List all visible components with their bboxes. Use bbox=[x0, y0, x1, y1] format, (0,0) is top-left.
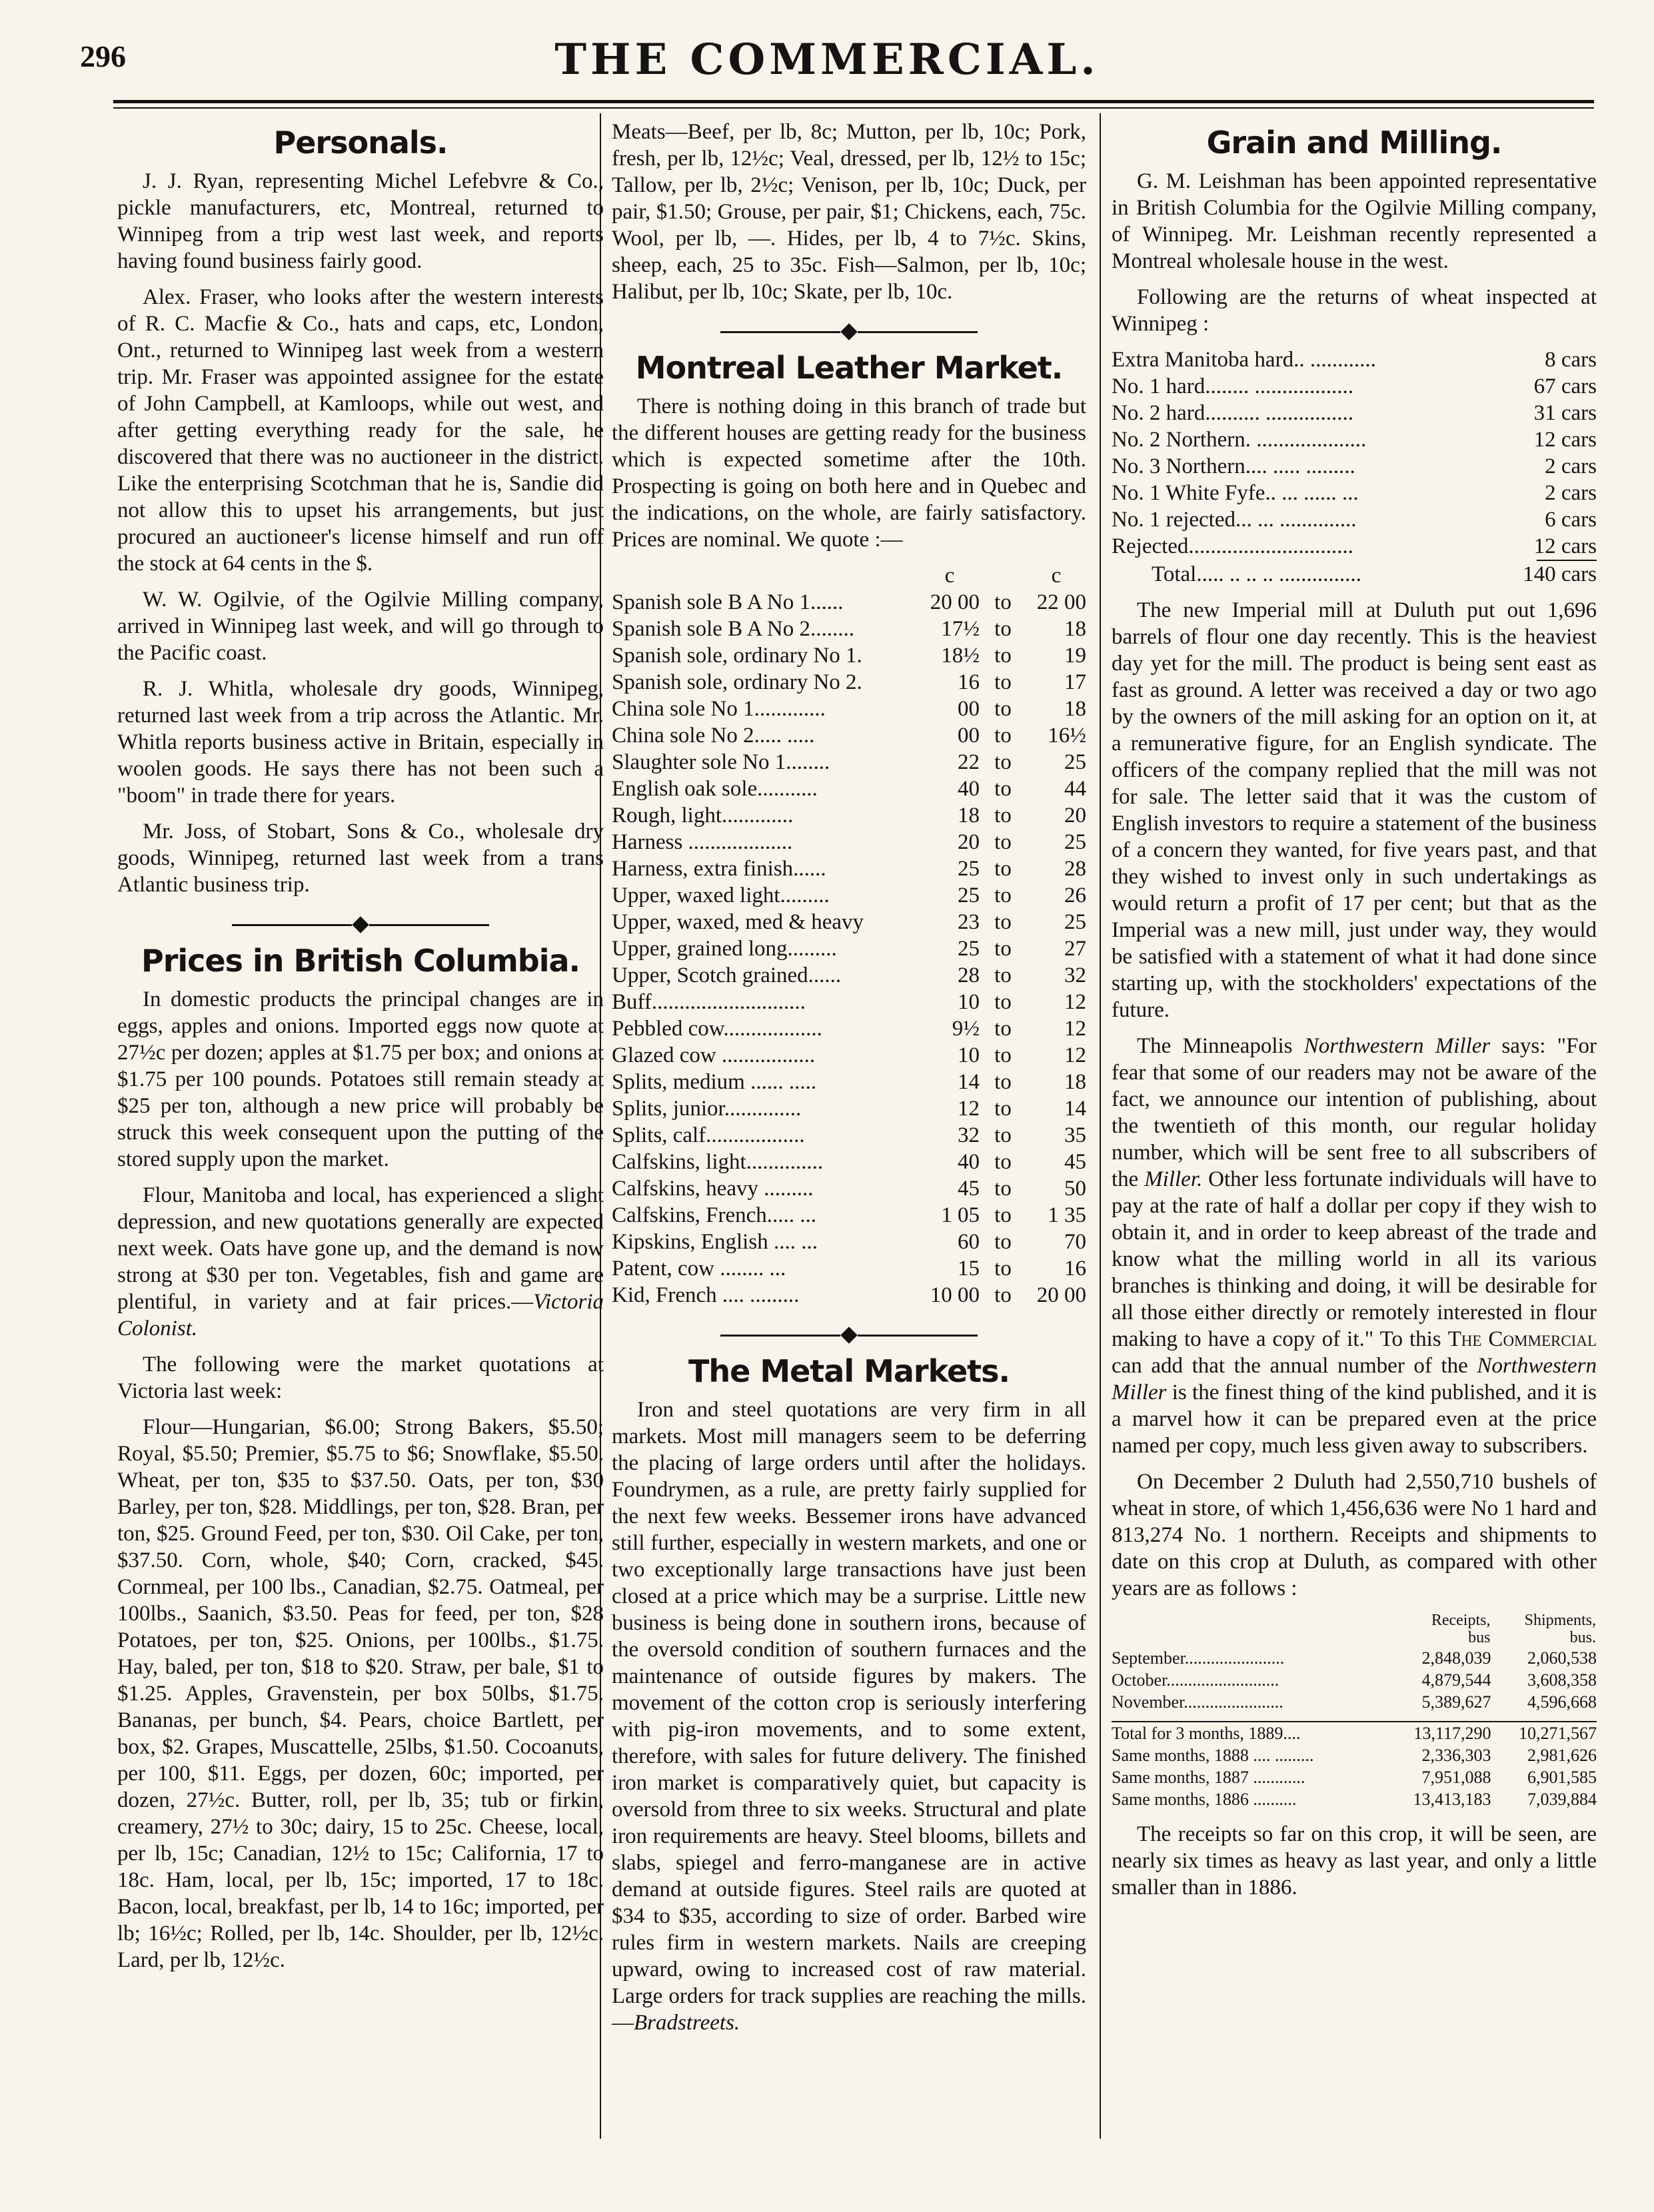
price-high: 16 bbox=[1064, 1257, 1086, 1281]
personals-paragraph: J. J. Ryan, representing Michel Lefebvre & Co., pickle manufacturers, etc, Montreal, returned to Winnipeg from a trip west last week, and reports having found business fairly good. bbox=[117, 169, 604, 273]
leather-item: Harness ................... bbox=[612, 830, 793, 854]
meats-paragraph: Meats—Beef, per lb, 8c; Mutton, per lb, 10c; Pork, fresh, per lb, 12½c; Veal, dressed, per lb, 12½ to 15c; Tallow, per lb, 2½c; Venison, per lb, 10c; Duck, per pair, $1.50; Grouse, per pair, $1; Chickens, each, 75c. Wool, per lb, —. Hides, per lb, 4 to 7½c. Skins, sheep, each, 25 to 35c. Fish—Salmon, per lb, 10c; Halibut, per lb, 10c; Skate, per lb, 10c. bbox=[612, 120, 1086, 304]
price-high: 50 bbox=[1064, 1177, 1086, 1201]
table-row bbox=[612, 962, 1086, 989]
leather-item: Kid, French .... ......... bbox=[612, 1283, 800, 1307]
shipments-value: 3,608,358 bbox=[1527, 1670, 1597, 1690]
price-high: 12 bbox=[1064, 1017, 1086, 1041]
table-row bbox=[612, 855, 1086, 882]
receipts-value: 13,413,183 bbox=[1413, 1790, 1491, 1809]
table-row bbox=[612, 1229, 1086, 1255]
table-row bbox=[1112, 1744, 1597, 1766]
leather-item: Calfskins, heavy ......... bbox=[612, 1177, 814, 1201]
bc-paragraph: The following were the market quotations at Victoria last week: bbox=[117, 1353, 604, 1403]
cars-value: 8 cars bbox=[1545, 348, 1597, 372]
leather-item: Spanish sole, ordinary No 1. bbox=[612, 644, 862, 668]
price-high: 12 bbox=[1064, 1043, 1086, 1067]
table-row bbox=[1112, 480, 1597, 506]
table-row bbox=[1112, 1647, 1597, 1669]
grade-label: Rejected.............................. bbox=[1112, 534, 1353, 558]
grain-heading: Grain and Milling. bbox=[1206, 125, 1502, 161]
metal-paragraph: Iron and steel quotations are very firm in all markets. Most mill managers seem to be deferring the placing of large orders until after the holidays. Foundrymen, as a rule, are pretty fairly supplied for the next few weeks. Bessemer irons have advanced still further, especially in western markets, and one or two exceptionally large transactions have just been closed at a price which may be a surprise. Little new business is being done in southern irons, because of the oversold condition of southern furnaces and the maintenance of outside figures by makers. The movement of the cotton crop is seriously interfering with pig-iron movements, and to some extent, therefore, with sales for future delivery. The finished iron market is comparatively quiet, but capacity is oversold from three to six weeks. Structural and plate iron requirements are heavy. Steel blooms, billets and slabs, spiegel and ferro-manganese are in active demand at outside figures. Steel rails are quoted at $34 to $35, according to size of order. Barbed wire rules firm in western markets. Nails are creeping upward, owing to increased cost of raw material. Large orders for track supplies are reaching the mills.—Bradstreets. bbox=[612, 1398, 1086, 2035]
table-row bbox=[612, 935, 1086, 962]
table-header-row bbox=[1112, 1611, 1597, 1647]
price-low: 10 00 bbox=[930, 1283, 980, 1307]
personals-paragraph: Mr. Joss, of Stobart, Sons & Co., wholesale dry goods, Winnipeg, returned last week from a trans Atlantic business trip. bbox=[117, 820, 604, 897]
price-low: 40 bbox=[958, 777, 980, 801]
grain-paragraph: On December 2 Duluth had 2,550,710 bushels of wheat in store, of which 1,456,636 were No 1 hard and 813,274 No. 1 northern. Receipts and shipments to date on this crop at Duluth, as compared with other years are as follows : bbox=[1112, 1470, 1597, 1600]
leather-item: Spanish sole B A No 2........ bbox=[612, 617, 854, 641]
column-2 bbox=[612, 119, 1086, 2045]
price-high: 14 bbox=[1064, 1097, 1086, 1121]
to-label: to bbox=[994, 990, 1012, 1014]
to-label: to bbox=[994, 937, 1012, 961]
section-separator bbox=[117, 910, 604, 937]
price-high: 20 bbox=[1064, 804, 1086, 828]
price-low: 40 bbox=[958, 1150, 980, 1174]
price-high: 45 bbox=[1064, 1150, 1086, 1174]
column-1 bbox=[117, 119, 604, 1983]
to-label: to bbox=[994, 1017, 1012, 1041]
to-label: to bbox=[994, 830, 1012, 854]
leather-item: Spanish sole, ordinary No 2. bbox=[612, 670, 862, 694]
price-low: 60 bbox=[958, 1230, 980, 1254]
leather-item: Upper, waxed, med & heavy bbox=[612, 910, 864, 934]
leather-item: Splits, medium ...... ..... bbox=[612, 1070, 817, 1094]
source-credit: Victoria Colonist. bbox=[117, 1290, 604, 1341]
bc-paragraph: Flour, Manitoba and local, has experienced a slight depression, and new quotations generally are expected next week. Oats have gone up, and the demand is now strong at $30 per ton. Vegetables, fish and game are plentiful, in variety and at fair prices.—Victoria Colonist. bbox=[117, 1183, 604, 1341]
price-high: 18 bbox=[1064, 697, 1086, 721]
cars-value: 6 cars bbox=[1545, 508, 1597, 532]
grain-paragraph: Following are the returns of wheat inspected at Winnipeg : bbox=[1112, 285, 1597, 336]
price-low: 18½ bbox=[941, 644, 980, 668]
period-label: October.......................... bbox=[1112, 1670, 1279, 1690]
table-row bbox=[1112, 1691, 1597, 1713]
price-low: 10 bbox=[958, 990, 980, 1014]
price-high: 44 bbox=[1064, 777, 1086, 801]
table-row bbox=[612, 1122, 1086, 1149]
period-label: November....................... bbox=[1112, 1692, 1283, 1712]
leather-item: English oak sole........... bbox=[612, 777, 818, 801]
grain-paragraph: The new Imperial mill at Duluth put out 1,696 barrels of flour one day recently. This is the heaviest day yet for the mill. The product is being sent east as fast as ground. A letter was received a day or two ago by the owners of the mill asking for an option on it, at a remunerative figure, for an English syndicate. The officers of the company replied that the mill was not for sale. The letter said that it was the custom of English investors to require a statement of the business of a concern they wanted, for five years past, and that they wished to invest only in such undertakings as would return a profit of 17 per cent; but that as the Imperial was a new mill, just under way, they would be satisfied with a statement of what it had done since starting up, with the stockholders' expectations of the future. bbox=[1112, 598, 1597, 1022]
leather-item: China sole No 1............. bbox=[612, 697, 826, 721]
section-separator bbox=[612, 1321, 1086, 1347]
bc-quotations: Flour—Hungarian, $6.00; Strong Bakers, $5.50; Royal, $5.50; Premier, $5.75 to $6; Snowflake, $5.50. Wheat, per ton, $35 to $37.50. Oats, per ton, $30 Barley, per ton, $28. Middlings, per ton, $28. Bran, per ton, $25. Ground Feed, per ton, $30. Oil Cake, per ton, $37.50. Corn, whole, $40; Corn, cracked, $45. Cornmeal, per 100 lbs., Canadian, $2.75. Oatmeal, per 100lbs., Saanich, $3.50. Peas for feed, per ton, $28 Potatoes, per ton, $25. Onions, per 100lbs., $1.75. Hay, baled, per ton, $18 to $20. Straw, per bale, $1 to $1.25. Apples, Gravenstein, per box 50lbs, $1.75. Bananas, per bunch, $4. Pears, choice Bartlett, per box, $2. Grapes, Muscattelle, 25lbs, $1.50. Cocoanuts, per 100, $11. Eggs, per dozen, 60c; imported, per dozen, 27½c. Butter, roll, per lb, 35; tub or firkin, creamery, 27½ to 30c; dairy, 15 to 25c. Cheese, local, per lb, 15c; Canadian, 12½ to 15c; California, 17 to 18c. Ham, local, per lb, 15c; imported, 17 to 18c. Bacon, local, breakfast, per lb, 14 to 16c; imported, per lb; 16½c; Rolled, per lb, 14c. Shoulder, per lb, 12½c. Lard, per lb, 12½c. bbox=[117, 1415, 604, 1972]
price-high: 12 bbox=[1064, 990, 1086, 1014]
period-label: September....................... bbox=[1112, 1648, 1285, 1668]
table-row bbox=[612, 1149, 1086, 1175]
table-row: Total..... .. .. .. ............... 140 cars bbox=[1152, 562, 1597, 586]
shipments-value: 6,901,585 bbox=[1527, 1768, 1597, 1787]
price-high: 35 bbox=[1064, 1123, 1086, 1147]
price-high: 1 35 bbox=[1048, 1203, 1086, 1227]
inspection-table bbox=[1112, 346, 1597, 560]
to-label: to bbox=[994, 1097, 1012, 1121]
leather-item: Splits, calf.................. bbox=[612, 1123, 805, 1147]
price-low: 10 bbox=[958, 1043, 980, 1067]
column-3 bbox=[1112, 119, 1597, 1910]
grade-label: No. 1 rejected... ... .............. bbox=[1112, 508, 1357, 532]
grain-paragraph: The Minneapolis Northwestern Miller says: "For fear that some of our readers may not be aware of the fact, we announce our intention of publishing, about the twentieth of this month, our regular holiday number, which will be sent free to all subscribers of the Miller. Other less fortunate individuals will have to pay at the rate of half a dollar per copy if they wish to obtain it, and in order to keep abreast of the trade and know what the milling world in all its various branches is thinking and doing, it will be desirable for all those either directly or remotely interested in flour making to have a copy of it." To this The Commercial can add that the annual number of the Northwestern Miller is the finest thing of the kind published, and it is a marvel how it can be prepared even at the price named per copy, much less given away to subscribers. bbox=[1112, 1034, 1597, 1458]
leather-item: China sole No 2..... ..... bbox=[612, 724, 815, 748]
period-label: Same months, 1888 .... ......... bbox=[1112, 1746, 1314, 1765]
to-label: to bbox=[994, 910, 1012, 934]
unit-label: c bbox=[944, 564, 955, 588]
table-row bbox=[612, 1175, 1086, 1202]
to-label: to bbox=[994, 724, 1012, 748]
price-low: 25 bbox=[958, 857, 980, 881]
cars-value: 2 cars bbox=[1545, 481, 1597, 505]
table-row bbox=[612, 696, 1086, 722]
price-low: 15 bbox=[958, 1257, 980, 1281]
price-low: 9½ bbox=[952, 1017, 980, 1041]
grade-label: No. 2 hard.......... ................ bbox=[1112, 401, 1353, 425]
to-label: to bbox=[994, 750, 1012, 774]
table-row bbox=[612, 1255, 1086, 1282]
period-label: Same months, 1886 .......... bbox=[1112, 1790, 1297, 1809]
table-row bbox=[612, 989, 1086, 1015]
grain-paragraph: The receipts so far on this crop, it will be seen, are nearly six times as heavy as last year, and only a little smaller than in 1886. bbox=[1112, 1822, 1597, 1900]
leather-item: Buff............................ bbox=[612, 990, 806, 1014]
table-row bbox=[612, 802, 1086, 829]
leather-item: Upper, waxed light......... bbox=[612, 883, 830, 907]
price-high: 20 00 bbox=[1036, 1283, 1086, 1307]
table-row bbox=[1112, 533, 1597, 560]
leather-item: Slaughter sole No 1........ bbox=[612, 750, 830, 774]
price-high: 16½ bbox=[1048, 724, 1086, 748]
price-high: 25 bbox=[1064, 830, 1086, 854]
price-high: 26 bbox=[1064, 883, 1086, 907]
personals-paragraph: W. W. Ogilvie, of the Ogilvie Milling company, arrived in Winnipeg last week, and will go through to the Pacific coast. bbox=[117, 588, 604, 665]
price-low: 25 bbox=[958, 883, 980, 907]
to-label: to bbox=[994, 963, 1012, 987]
cars-value: 2 cars bbox=[1545, 454, 1597, 478]
table-row bbox=[1112, 400, 1597, 426]
price-high: 18 bbox=[1064, 617, 1086, 641]
price-low: 45 bbox=[958, 1177, 980, 1201]
table-header-row bbox=[612, 562, 1086, 589]
price-high: 17 bbox=[1064, 670, 1086, 694]
grain-paragraph: G. M. Leishman has been appointed representative in British Columbia for the Ogilvie Milling company, of Winnipeg. Mr. Leishman recently represented a Montreal wholesale house in the west. bbox=[1112, 169, 1597, 273]
price-high: 27 bbox=[1064, 937, 1086, 961]
leather-item: Patent, cow ........ ... bbox=[612, 1257, 786, 1281]
cars-value: 31 cars bbox=[1533, 401, 1597, 425]
table-row bbox=[1112, 1669, 1597, 1691]
price-low: 1 05 bbox=[941, 1203, 980, 1227]
source-credit: Bradstreets. bbox=[634, 2011, 740, 2035]
receipts-value: 13,117,290 bbox=[1413, 1724, 1491, 1743]
shipments-value: 2,981,626 bbox=[1527, 1746, 1597, 1765]
leather-price-table bbox=[612, 562, 1086, 1309]
header-rule bbox=[113, 100, 1594, 109]
price-high: 70 bbox=[1064, 1230, 1086, 1254]
table-row bbox=[612, 1015, 1086, 1042]
leather-item: Glazed cow ................. bbox=[612, 1043, 816, 1067]
leather-item: Upper, Scotch grained...... bbox=[612, 963, 842, 987]
cars-value: 12 cars bbox=[1533, 534, 1597, 558]
table-row bbox=[1112, 373, 1597, 400]
masthead: THE COMMERCIAL. bbox=[554, 35, 1100, 85]
to-label: to bbox=[994, 1070, 1012, 1094]
section-separator bbox=[612, 317, 1086, 344]
price-low: 22 bbox=[958, 750, 980, 774]
grade-label: Extra Manitoba hard.. ............ bbox=[1112, 348, 1376, 372]
shipments-value: 4,596,668 bbox=[1527, 1692, 1597, 1712]
personals-paragraph: R. J. Whitla, wholesale dry goods, Winnipeg, returned last week from a trip across the Atlantic. Mr. Whitla reports business active in Britain, especially in woolen goods. He says there has not been such a "boom" in trade there for years. bbox=[117, 677, 604, 808]
bc-prices-heading: Prices in British Columbia. bbox=[141, 943, 580, 979]
price-low: 00 bbox=[958, 724, 980, 748]
to-label: to bbox=[994, 857, 1012, 881]
to-label: to bbox=[994, 670, 1012, 694]
price-low: 23 bbox=[958, 910, 980, 934]
to-label: to bbox=[994, 1043, 1012, 1067]
inspection-total bbox=[1112, 561, 1597, 588]
to-label: to bbox=[994, 1257, 1012, 1281]
price-low: 16 bbox=[958, 670, 980, 694]
leather-item: Upper, grained long......... bbox=[612, 937, 837, 961]
table-row bbox=[612, 909, 1086, 935]
table-row bbox=[612, 669, 1086, 696]
to-label: to bbox=[994, 697, 1012, 721]
to-label: to bbox=[994, 804, 1012, 828]
table-row bbox=[612, 1202, 1086, 1229]
table-row bbox=[612, 1282, 1086, 1309]
period-label: Same months, 1887 ............ bbox=[1112, 1768, 1305, 1787]
to-label: to bbox=[994, 1177, 1012, 1201]
price-low: 20 bbox=[958, 830, 980, 854]
to-label: to bbox=[994, 590, 1012, 614]
to-label: to bbox=[994, 777, 1012, 801]
grade-label: No. 1 White Fyfe.. ... ...... ... bbox=[1112, 481, 1359, 505]
table-row bbox=[1112, 1788, 1597, 1810]
price-low: 20 00 bbox=[930, 590, 980, 614]
table-row bbox=[612, 1095, 1086, 1122]
personals-heading: Personals. bbox=[273, 125, 448, 161]
price-high: 25 bbox=[1064, 750, 1086, 774]
leather-item: Rough, light............. bbox=[612, 804, 794, 828]
leather-item: Splits, junior.............. bbox=[612, 1097, 802, 1121]
to-label: to bbox=[994, 617, 1012, 641]
price-high: 32 bbox=[1064, 963, 1086, 987]
price-low: 25 bbox=[958, 937, 980, 961]
to-label: to bbox=[994, 1123, 1012, 1147]
table-row bbox=[612, 642, 1086, 669]
price-low: 28 bbox=[958, 963, 980, 987]
leather-intro: There is nothing doing in this branch of trade but the different houses are getting ready for the business which is expected sometime after the 10th. Prospecting is going on both here and in Quebec and the indications, on the whole, are fairly satisfactory. Prices are nominal. We quote :— bbox=[612, 394, 1086, 552]
receipts-value: 4,879,544 bbox=[1421, 1670, 1491, 1690]
table-row bbox=[1112, 1766, 1597, 1788]
table-row bbox=[612, 589, 1086, 616]
receipts-table bbox=[1112, 1611, 1597, 1810]
bc-paragraph: In domestic products the principal changes are in eggs, apples and onions. Imported eggs now quote at 27½c per dozen; apples at $1.75 per box; and onions at $1.75 per 100 pounds. Potatoes still remain steady at $25 per ton, although a new price will probably be struck this week consequent upon the putting of the stored supply upon the market. bbox=[117, 987, 604, 1171]
leather-item: Pebbled cow.................. bbox=[612, 1017, 822, 1041]
to-label: to bbox=[994, 1203, 1012, 1227]
table-row bbox=[1112, 506, 1597, 533]
table-row bbox=[1112, 426, 1597, 453]
price-low: 32 bbox=[958, 1123, 980, 1147]
receipts-value: 7,951,088 bbox=[1421, 1768, 1491, 1787]
leather-item: Calfskins, light.............. bbox=[612, 1150, 824, 1174]
table-row bbox=[1112, 1722, 1597, 1744]
receipts-value: 5,389,627 bbox=[1421, 1692, 1491, 1712]
receipts-value: 2,336,303 bbox=[1421, 1746, 1491, 1765]
price-high: 19 bbox=[1064, 644, 1086, 668]
to-label: to bbox=[994, 883, 1012, 907]
unit-label: c bbox=[1051, 564, 1062, 588]
leather-item: Harness, extra finish...... bbox=[612, 857, 826, 881]
table-row bbox=[612, 749, 1086, 776]
to-label: to bbox=[994, 1230, 1012, 1254]
shipments-value: 7,039,884 bbox=[1527, 1790, 1597, 1809]
to-label: to bbox=[994, 1283, 1012, 1307]
price-low: 18 bbox=[958, 804, 980, 828]
column-divider bbox=[1100, 113, 1101, 2139]
price-high: 25 bbox=[1064, 910, 1086, 934]
price-high: 22 00 bbox=[1036, 590, 1086, 614]
page-number: 296 bbox=[80, 39, 126, 73]
price-low: 17½ bbox=[941, 617, 980, 641]
personals-paragraph: Alex. Fraser, who looks after the western interests of R. C. Macfie & Co., hats and caps, etc, London, Ont., returned to Winnipeg last week from a western trip. Mr. Fraser was appointed assignee for the estate of John Campbell, at Kamloops, while out west, and after getting everything ready for the sale, he discovered that there was no auctioneer in the district. Like the enterprising Scotchman that he is, Sandie did not allow this to upset his arrangements, but just procured an auctioneer's license himself and run off the stock at 64 cents in the $. bbox=[117, 285, 604, 576]
leather-item: Calfskins, French..... ... bbox=[612, 1203, 817, 1227]
leather-item: Kipskins, English .... ... bbox=[612, 1230, 818, 1254]
table-row bbox=[612, 722, 1086, 749]
shipments-header: Shipments, bus. bbox=[1524, 1612, 1596, 1646]
grade-label: No. 1 hard........ .................. bbox=[1112, 374, 1353, 398]
price-high: 28 bbox=[1064, 857, 1086, 881]
table-row bbox=[612, 829, 1086, 855]
period-label: Total for 3 months, 1889.... bbox=[1112, 1724, 1301, 1743]
leather-heading: Montreal Leather Market. bbox=[635, 350, 1063, 386]
leather-item: Spanish sole B A No 1...... bbox=[612, 590, 844, 614]
table-row bbox=[1112, 346, 1597, 373]
to-label: to bbox=[994, 1150, 1012, 1174]
table-row bbox=[612, 616, 1086, 642]
shipments-value: 2,060,538 bbox=[1527, 1648, 1597, 1668]
table-row bbox=[1112, 453, 1597, 480]
table-row bbox=[612, 1069, 1086, 1095]
price-low: 00 bbox=[958, 697, 980, 721]
grade-label: No. 2 Northern. .................... bbox=[1112, 428, 1367, 452]
price-low: 12 bbox=[958, 1097, 980, 1121]
grade-label: No. 3 Northern.... ..... ......... bbox=[1112, 454, 1355, 478]
table-row bbox=[612, 1042, 1086, 1069]
metal-heading: The Metal Markets. bbox=[688, 1353, 1010, 1389]
receipts-value: 2,848,039 bbox=[1421, 1648, 1491, 1668]
cars-value: 67 cars bbox=[1533, 374, 1597, 398]
shipments-value: 10,271,567 bbox=[1519, 1724, 1597, 1743]
table-row bbox=[612, 776, 1086, 802]
price-high: 18 bbox=[1064, 1070, 1086, 1094]
cars-value: 12 cars bbox=[1533, 428, 1597, 452]
price-low: 14 bbox=[958, 1070, 980, 1094]
table-row bbox=[612, 882, 1086, 909]
receipts-header: Receipts, bus bbox=[1431, 1612, 1491, 1646]
to-label: to bbox=[994, 644, 1012, 668]
